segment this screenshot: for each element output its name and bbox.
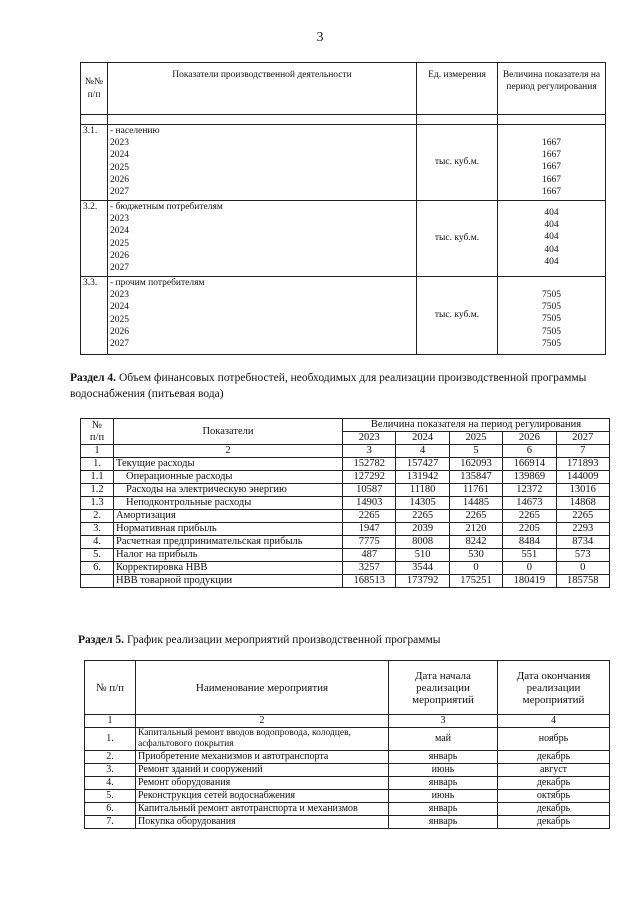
table-row [81,201,606,277]
section-4-label: Раздел 4. [70,372,117,384]
table-row [81,549,610,562]
value: 1667 [542,138,561,148]
table-header-row [81,63,606,115]
row-name: Расходы на электрическую энергию [114,484,343,497]
column-index: 5 [449,445,502,458]
cell-value: 14673 [503,497,556,510]
row-name: Покупка оборудования [136,816,389,829]
cell-value: 2265 [556,510,609,523]
cell-value: 157427 [396,458,449,471]
cell-value: 8008 [396,536,449,549]
index-row [81,445,610,458]
row-num: 1.1 [81,471,114,484]
cell-value: 11180 [396,484,449,497]
year: 2024 [110,150,129,161]
header-indicator: Показатели [114,419,343,445]
year-header: 2023 [343,432,396,445]
column-index: 3 [343,445,396,458]
row-num: 4. [81,536,114,549]
header-num: № п/п [85,661,136,715]
row-num: 2. [85,751,136,764]
column-index: 6 [503,445,556,458]
row-num: 3. [85,764,136,777]
cell-value: 10587 [343,484,396,497]
row-name: Текущие расходы [114,458,343,471]
year: 2024 [110,226,129,237]
header-end: Дата окончания реализации мероприятий [498,661,610,715]
year-header: 2026 [503,432,556,445]
column-index: 1 [81,445,114,458]
cell-value: 162093 [449,458,502,471]
row-num: 6. [85,803,136,816]
table-row [81,125,606,201]
section-5-text: График реализации мероприятий производственной программы [126,634,441,646]
header-name: Наименование мероприятия [136,661,389,715]
table-row [81,497,610,510]
row-name: Капитальный ремонт автотранспорта и механизмов [136,803,389,816]
cell-value: 152782 [343,458,396,471]
value: 7505 [542,314,561,325]
cell-value: 135847 [449,471,502,484]
table-row [85,764,610,777]
cell-value: 180419 [503,575,556,588]
table-row [85,728,610,751]
cell-value: 3257 [343,562,396,575]
cell-value: 139869 [503,471,556,484]
cell-value: 7775 [343,536,396,549]
cell-value: 166914 [503,458,556,471]
row-num: 3.1. [81,125,108,201]
cell-value: 2265 [449,510,502,523]
column-index: 4 [498,715,610,728]
row-name: НВВ товарной продукции [114,575,343,588]
year: 2025 [110,314,129,325]
year: 2027 [110,262,129,273]
index-row [85,715,610,728]
cell-value: 2265 [343,510,396,523]
row-name-cell [108,125,417,201]
year: 2025 [110,238,129,249]
table-row [85,816,610,829]
header-start: Дата начала реализации мероприятий [389,661,498,715]
row-num: 1. [81,458,114,471]
cell-value: 14868 [556,497,609,510]
row-num: 4. [85,777,136,790]
cell-value: 173792 [396,575,449,588]
row-num: 1. [85,728,136,751]
cell-value: 1947 [343,523,396,536]
year: 2023 [110,290,129,301]
section-5-label: Раздел 5. [78,634,125,646]
cell-value: 8242 [449,536,502,549]
row-name: Реконструкция сетей водоснабжения [136,790,389,803]
cell-value: 2205 [503,523,556,536]
header-indicator: Показатели производственной деятельности [108,63,417,115]
row-name: Корректировка НВВ [114,562,343,575]
table-row [81,536,610,549]
row-unit: тыс. куб.м. [417,277,498,355]
row-name-cell [108,201,417,277]
cell-value: 530 [449,549,502,562]
cell-value: 551 [503,549,556,562]
value: 404 [544,244,559,255]
row-name-cell [108,277,417,355]
row-end: октябрь [498,790,610,803]
column-index: 2 [114,445,343,458]
year-header: 2024 [396,432,449,445]
table-row [85,790,610,803]
header-unit: Ед. измерения [417,63,498,115]
row-num: 3.3. [81,277,108,355]
row-num: 1.2 [81,484,114,497]
row-end: декабрь [498,816,610,829]
row-num: 1.3 [81,497,114,510]
table-row [81,575,610,588]
cell-value: 510 [396,549,449,562]
table-row [81,562,610,575]
year: 2027 [110,186,129,197]
row-num: 3. [81,523,114,536]
row-start: май [389,728,498,751]
year: 2024 [110,302,129,313]
page-number: 3 [316,30,324,45]
row-name: Налог на прибыль [114,549,343,562]
year: 2026 [110,326,129,337]
section-4-heading [70,370,610,402]
value: 7505 [542,302,561,313]
row-num: 5. [81,549,114,562]
cell-value: 2293 [556,523,609,536]
cell-value: 131942 [396,471,449,484]
row-name: Неподконтрольные расходы [114,497,343,510]
row-end: декабрь [498,777,610,790]
cell-value: 14903 [343,497,396,510]
table-row [81,484,610,497]
row-name: - населению [110,126,160,136]
table-row [85,751,610,764]
value: 404 [544,232,559,243]
cell-value: 2265 [503,510,556,523]
row-start: июнь [389,764,498,777]
table-row [85,803,610,816]
cell-value: 14485 [449,497,502,510]
column-index: 3 [389,715,498,728]
row-start: январь [389,816,498,829]
cell-value: 171893 [556,458,609,471]
header-num: №№ п/п [81,63,108,115]
cell-value: 0 [503,562,556,575]
row-values [498,125,606,201]
value: 404 [544,256,559,267]
row-end: декабрь [498,803,610,816]
cell-value: 175251 [449,575,502,588]
cell-value: 8734 [556,536,609,549]
year: 2027 [110,338,129,349]
row-values [498,201,606,277]
row-name: Ремонт зданий и сооружений [136,764,389,777]
section-4-text: Объем финансовых потребностей, необходимых для реализации производственной программы водоснабжения (питьевая вода) [70,372,587,400]
cell-value: 8484 [503,536,556,549]
column-index: 4 [396,445,449,458]
row-num: 7. [85,816,136,829]
column-index: 1 [85,715,136,728]
row-name: Капитальный ремонт вводов водопровода, колодцев, асфальтового покрытия [136,728,389,751]
header-num: № п/п [81,419,114,445]
financial-needs-table [80,418,610,588]
cell-value: 2039 [396,523,449,536]
value: 404 [544,208,559,218]
cell-value: 0 [556,562,609,575]
value: 1667 [542,150,561,161]
table-row [81,471,610,484]
row-name: Ремонт оборудования [136,777,389,790]
row-num: 2. [81,510,114,523]
cell-value: 168513 [343,575,396,588]
value: 404 [544,220,559,231]
value: 1667 [542,174,561,185]
cell-value: 185758 [556,575,609,588]
year-header: 2025 [449,432,502,445]
year: 2023 [110,214,129,225]
table-row [85,777,610,790]
cell-value: 13016 [556,484,609,497]
cell-value: 127292 [343,471,396,484]
row-num [81,575,114,588]
cell-value: 487 [343,549,396,562]
schedule-table [84,660,610,829]
production-indicators-table [80,62,606,355]
year: 2025 [110,162,129,173]
row-name: Операционные расходы [114,471,343,484]
row-name: Амортизация [114,510,343,523]
cell-value: 0 [449,562,502,575]
row-end: август [498,764,610,777]
row-name: Нормативная прибыль [114,523,343,536]
column-index: 7 [556,445,609,458]
row-name: - прочим потребителям [110,278,205,288]
value: 1667 [542,162,561,173]
row-start: январь [389,777,498,790]
cell-value: 11761 [449,484,502,497]
row-start: январь [389,803,498,816]
cell-value: 573 [556,549,609,562]
cell-value: 144009 [556,471,609,484]
table-row [81,277,606,355]
year-header: 2027 [556,432,609,445]
value: 7505 [542,338,561,349]
value: 7505 [542,326,561,337]
row-end: ноябрь [498,728,610,751]
header-period: Величина показателя на период регулирования [343,419,610,432]
cell-value: 2265 [396,510,449,523]
header-value: Величина показателя на период регулирования [498,63,606,115]
row-unit: тыс. куб.м. [417,125,498,201]
table-row [81,523,610,536]
value: 1667 [542,186,561,197]
year: 2026 [110,250,129,261]
row-num: 3.2. [81,201,108,277]
row-name: Расчетная предпринимательская прибыль [114,536,343,549]
row-num: 5. [85,790,136,803]
value: 7505 [542,290,561,300]
row-start: июнь [389,790,498,803]
cell-value: 14305 [396,497,449,510]
table-header-row [85,661,610,715]
section-5-heading [78,632,618,648]
row-unit: тыс. куб.м. [417,201,498,277]
year: 2026 [110,174,129,185]
cell-value: 2120 [449,523,502,536]
cell-value: 12372 [503,484,556,497]
row-name: - бюджетным потребителям [110,202,223,212]
table-row [81,458,610,471]
row-values [498,277,606,355]
column-index: 2 [136,715,389,728]
row-num: 6. [81,562,114,575]
year: 2023 [110,138,129,149]
row-name: Приобретение механизмов и автотранспорта [136,751,389,764]
cell-value: 3544 [396,562,449,575]
table-row [81,510,610,523]
row-end: декабрь [498,751,610,764]
row-start: январь [389,751,498,764]
